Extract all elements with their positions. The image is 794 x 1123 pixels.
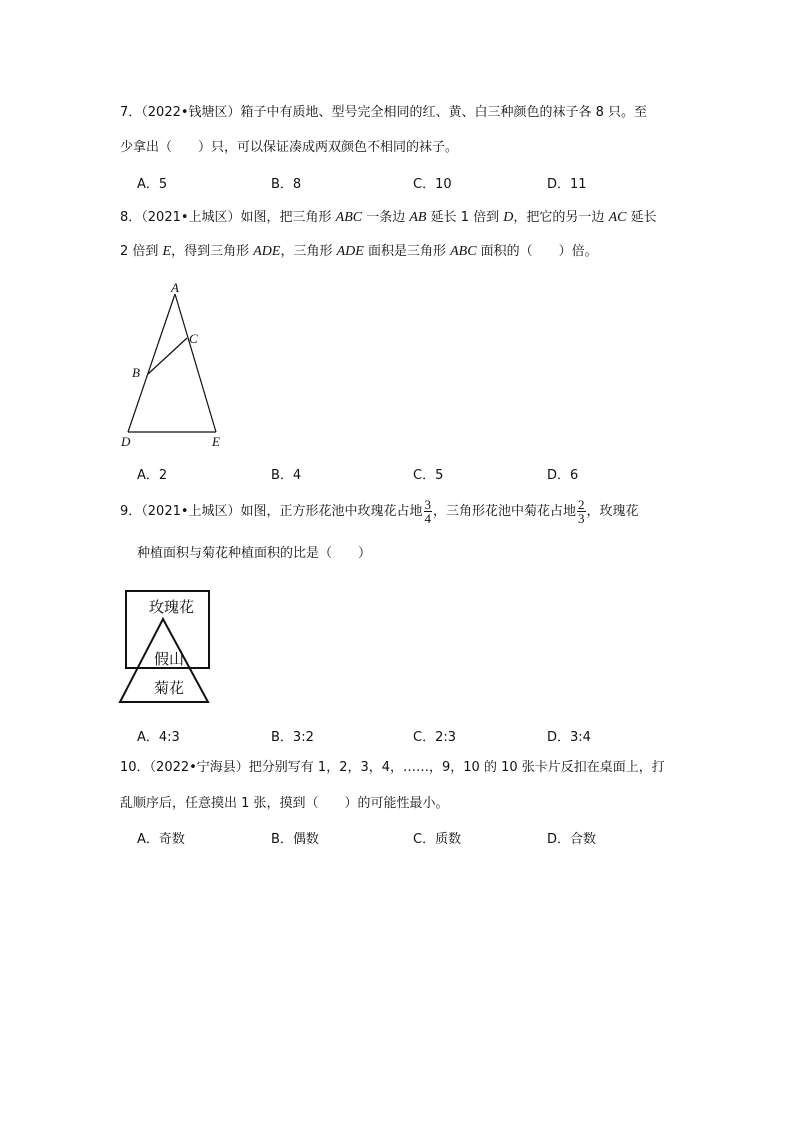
q10-line-1: 10．（2022•宁海县）把分别写有 1，2，3，4，……，9，10 的 10 张卡片反扣在桌面上，打 (120, 760, 665, 775)
q8-option-a: A．2 (137, 468, 168, 483)
q7-line-1: 7．（2022•钱塘区）箱子中有质地、型号完全相同的红、黄、白三种颜色的袜子各 8 只。至 (120, 105, 648, 120)
label-d: D (121, 434, 131, 449)
label-e: E (212, 434, 220, 449)
q8-option-b: B．4 (271, 468, 302, 483)
q7-option-c: C．10 (413, 177, 452, 192)
q8-option-d: D．6 (547, 468, 579, 483)
q10-option-d: D．合数 (547, 832, 597, 847)
q10-option-a: A．奇数 (137, 832, 185, 847)
q10-line-2: 乱顺序后，任意摸出 1 张，摸到（ ）的可能性最小。 (120, 796, 449, 811)
fraction-three-quarters: $\frac{3}{4}$ (424, 497, 432, 526)
q9-option-a: A．4:3 (137, 730, 180, 745)
segment-ae (175, 294, 216, 432)
segment-ad (128, 294, 175, 432)
q8-option-c: C．5 (413, 468, 444, 483)
label-c: C (189, 331, 198, 346)
q9-line-1: 9．（2021•上城区）如图，正方形花池中玫瑰花占地 $\frac{3}{4}$ ，三角形花池中菊花占地 $\frac{2}{3}$ ，玫瑰花 (120, 497, 639, 526)
q9-option-b: B．3:2 (271, 730, 314, 745)
q9-flowerbed-figure (115, 585, 215, 707)
q7-option-a: A．5 (137, 177, 168, 192)
q7-line-2: 少拿出（ ）只，可以保证凑成两双颜色不相同的袜子。 (120, 140, 459, 155)
label-rockery: 假山 (154, 650, 185, 668)
label-b: B (132, 365, 140, 380)
q9-option-d: D．3:4 (547, 730, 591, 745)
fraction-two-thirds: $\frac{2}{3}$ (578, 497, 585, 526)
q8-line-1: 8．（2021•上城区）如图，把三角形 ABC 一条边 AB 延长 1 倍到 D，把它的另一边 AC 延长 (120, 210, 657, 225)
q10-option-b: B．偶数 (271, 832, 319, 847)
q9-option-c: C．2:3 (413, 730, 456, 745)
q8-line-2: 2 倍到 E，得到三角形 ADE，三角形 ADE 面积是三角形 ABC 面积的（ ）倍。 (120, 244, 598, 259)
label-chrysanthemum: 菊花 (154, 679, 185, 697)
label-a: A (171, 280, 179, 295)
q8-triangle-figure (110, 278, 240, 453)
q7-option-d: D．11 (547, 177, 587, 192)
q10-option-c: C．质数 (413, 832, 462, 847)
label-rose: 玫瑰花 (149, 598, 195, 616)
q9-line-2: 种植面积与菊花种植面积的比是（ ） (137, 546, 372, 561)
q7-option-b: B．8 (271, 177, 302, 192)
